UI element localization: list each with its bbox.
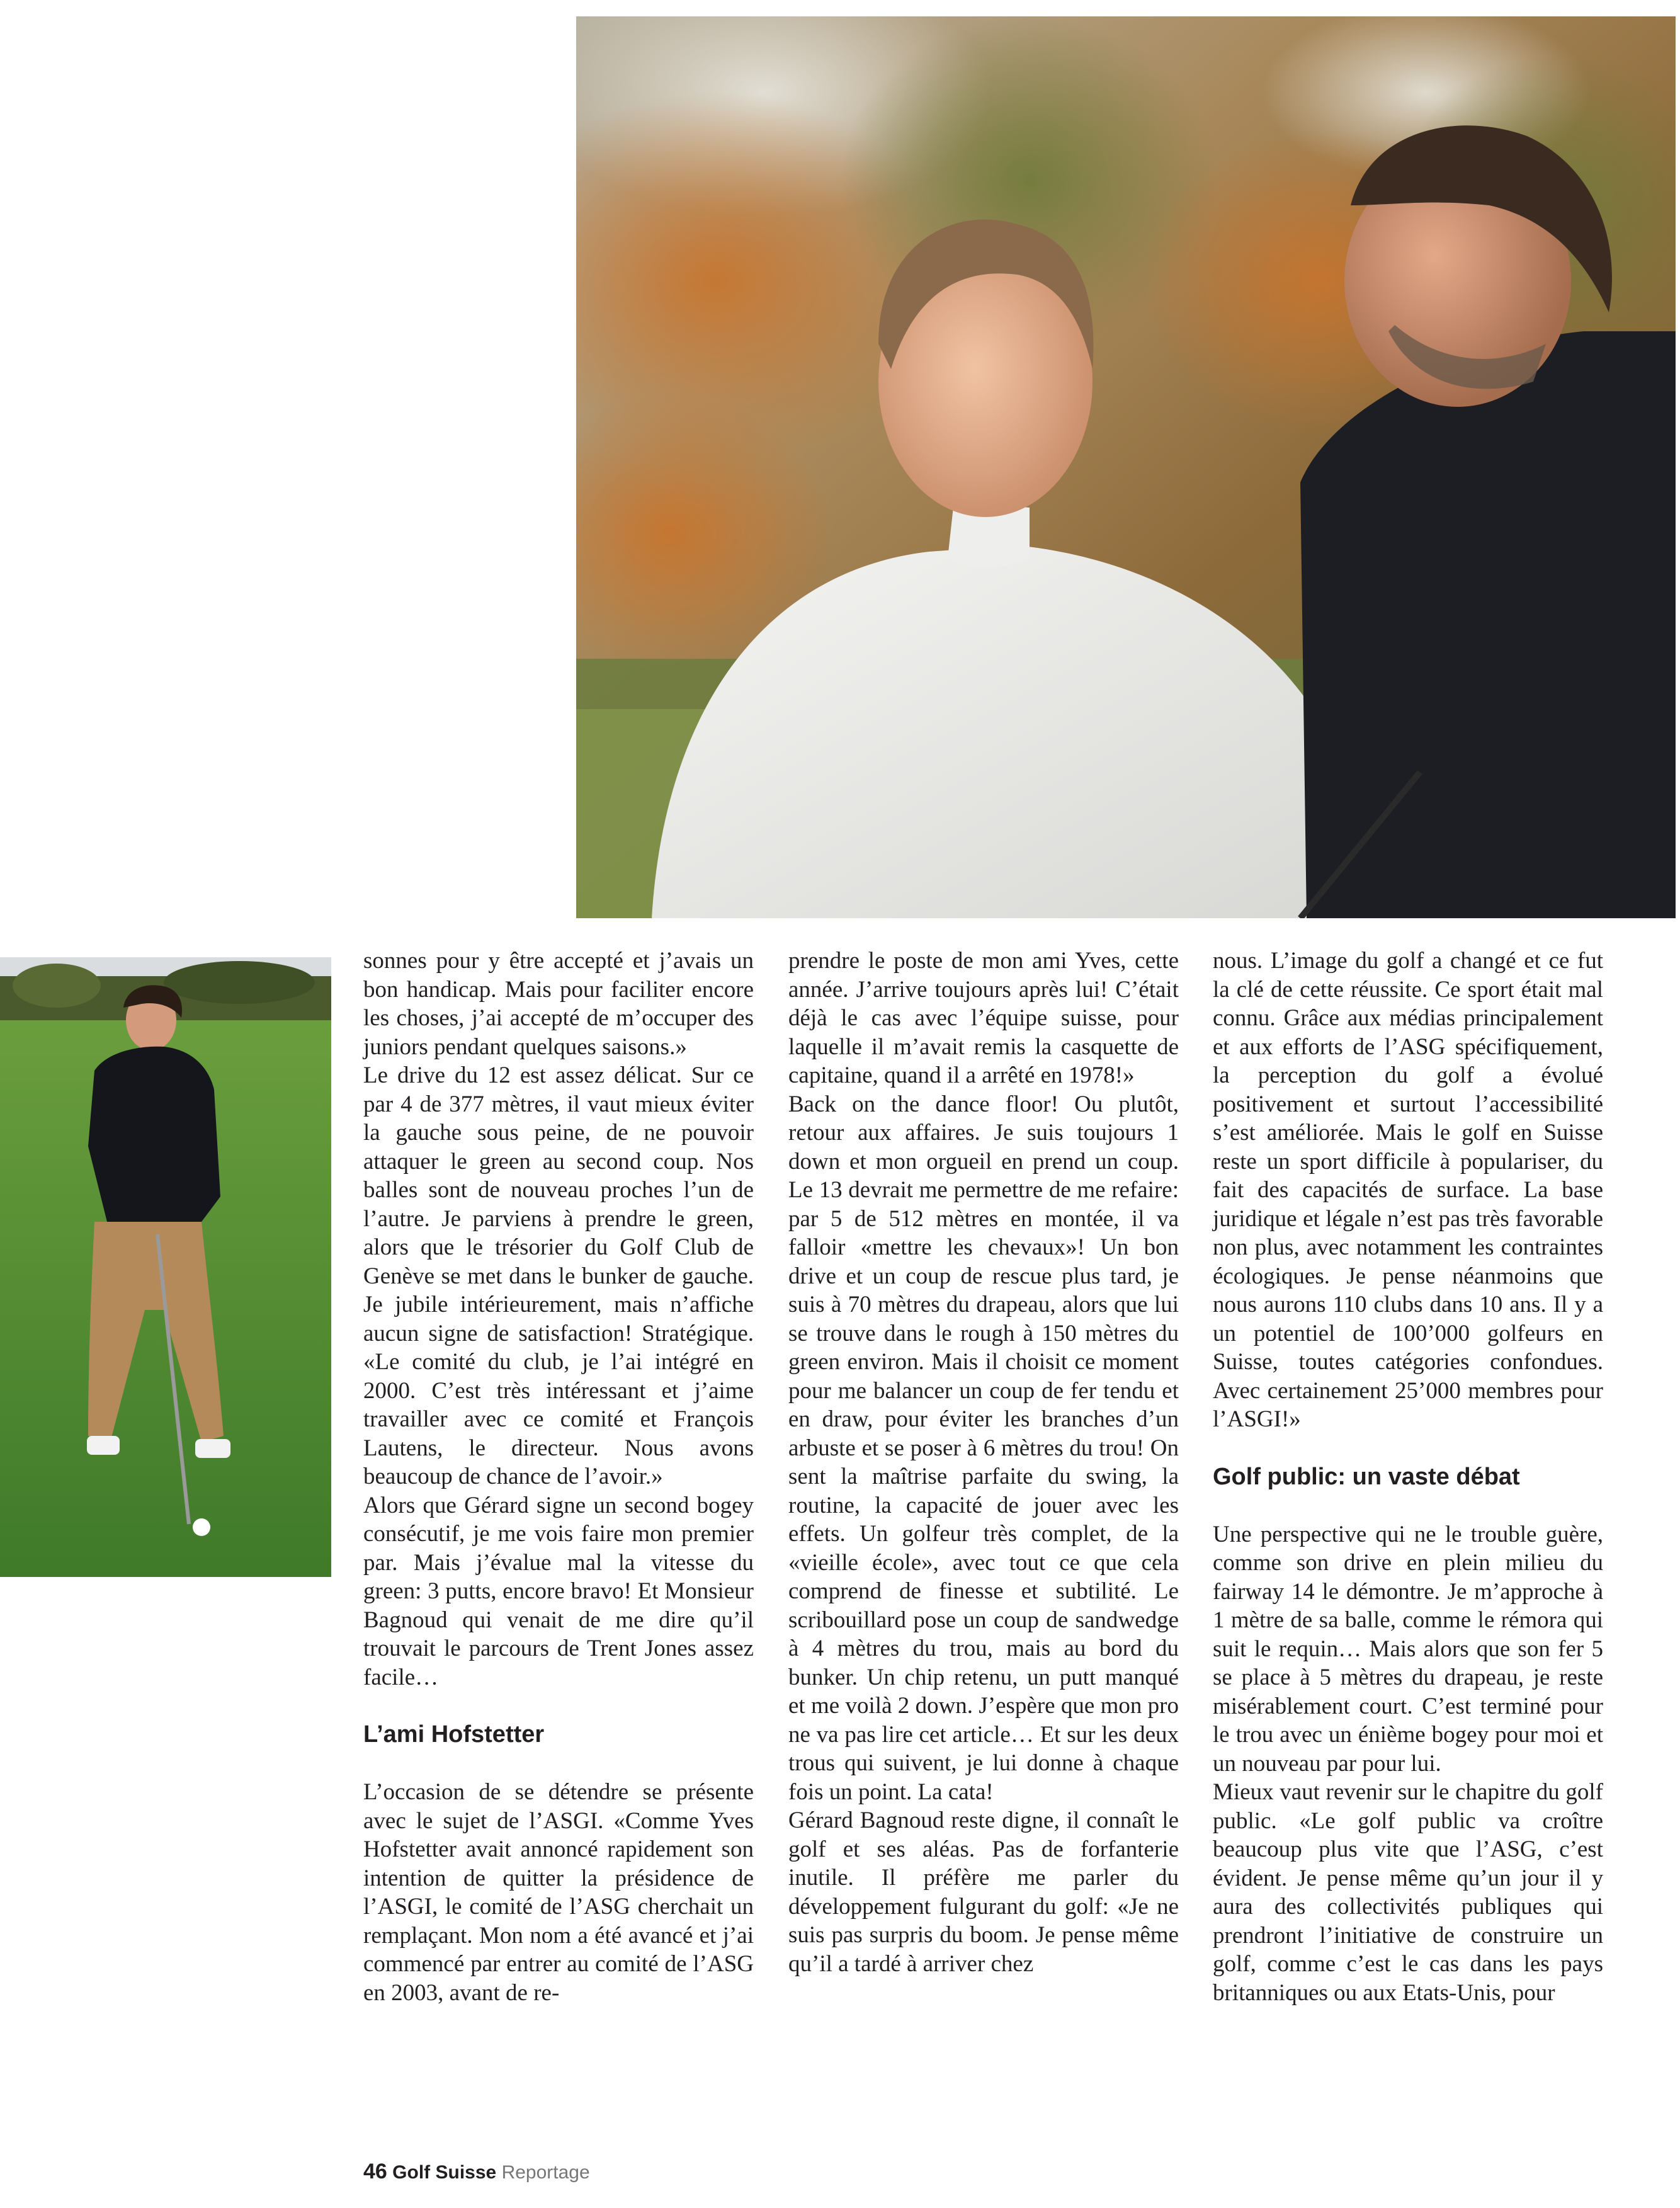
paragraph: Une perspective qui ne le trouble guère, comme son drive en plein milieu du fairway 14 le démontre. Je m’approche à 1 mètre de sa balle, comme le rémora qui suit le requin… Mais alors que son fer 5 se place à 5 mètres du drapeau, je reste misérablement court. C’est terminé pour le trou avec un énième bogey pour moi et un nouveau par pour lui.: [1213, 1521, 1603, 1777]
paragraph: prendre le poste de mon ami Yves, cette année. J’arrive toujours après lui! C’était déjà le cas avec l’équipe suisse, pour laquelle il m’avait remis la casquette de capitaine, quand il a arrêté en 1978!»: [788, 948, 1179, 1088]
page-footer: [363, 2160, 590, 2184]
golfer-addressing-ball-photo: [0, 957, 331, 1577]
paragraph: Mieux vaut revenir sur le chapitre du golf public. «Le golf public va croître beaucoup plus vite que l’ASG, c’est évident. Je pense même qu’un jour il y aura des collectivités publiques qui prendront l’initiative de construire un golf, comme c’est le cas dans les pays britanniques ou aux Etats-Unis, pour: [1213, 1779, 1603, 2006]
paragraph: L’occasion de se détendre se présente avec le sujet de l’ASGI. «Comme Yves Hofstetter avait annoncé rapidement son intention de quitter la présidence de l’ASGI, le comité de l’ASG cherchait un remplaçant. Mon nom a été avancé et j’ai commencé par entrer au comité de l’ASG en 2003, avant de re-: [363, 1779, 754, 2006]
paragraph: sonnes pour y être accepté et j’avais un bon handicap. Mais pour faciliter encore les choses, j’ai accepté de m’occuper des juniors pendant quelques saisons.»: [363, 948, 754, 1060]
paragraph: nous. L’image du golf a changé et ce fut la clé de cette réussite. Ce sport était mal connu. Grâce aux médias principalement et aux efforts de l’ASG spécifiquement, la perception du golf a évolué positivement et surtout l’accessibilité s’est améliorée. Mais le golf en Suisse reste un sport difficile à populariser, du fait des capacités de surface. La base juridique et légale n’est pas très favorable non plus, avec notamment les contraintes écologiques. Je pense néanmoins que nous aurons 110 clubs dans 10 ans. Il y a un potentiel de 100’000 golfeurs en Suisse, toutes catégories confondues. Avec certainement 25’000 membres pour l’ASGI!»: [1213, 948, 1603, 1432]
article-column-3: [1213, 947, 1603, 2007]
two-golfers-photo-art: [576, 16, 1676, 918]
golfer-addressing-ball-photo-art: [0, 957, 331, 1577]
paragraph: Le drive du 12 est assez délicat. Sur ce par 4 de 377 mètres, il vaut mieux éviter la gauche sous peine, de ne pouvoir attaquer le green au second coup. Nos balles sont de nouveau proches l’un de l’autre. Je parviens à prendre le green, alors que le trésorier du Golf Club de Genève se met dans le bunker de gauche. Je jubile intérieurement, mais n’affiche aucun signe de satisfaction! Stratégique. «Le comité du club, je l’ai intégré en 2000. C’est très intéressant et j’aime travailler avec ce comité et François Lautens, le directeur. Nous avons beaucoup de chance de l’avoir.»: [363, 1062, 754, 1489]
paragraph: Back on the dance floor! Ou plutôt, retour aux affaires. Je suis toujours 1 down et mon orgueil en prend un coup. Le 13 devrait me permettre de me refaire: par 5 de 512 mètres en montée, il va falloir «mettre les chevaux»! Un bon drive et un coup de rescue plus tard, je suis à 70 mètres du drapeau, alors que lui se trouve dans le rough à 150 mètres du green environ. Mais il choisit ce moment pour me balancer un coup de fer tendu et en draw, pour éviter les branches d’un arbuste et se poser à 6 mètres du trou! On sent la maîtrise parfaite du swing, la routine, la capacité de jouer avec les effets. Un golfeur très complet, de la «vieille école», avec tout ce que cela comprend de finesse et subtilité. Le scribouillard pose un coup de sandwedge à 4 mètres du trou, mais au bord du bunker. Un chip retenu, un putt manqué et me voilà 2 down. J’espère que mon pro ne va pas lire cet article… Et sur les deux trous qui suivent, je lui donne à chaque fois un point. La cata!: [788, 1091, 1179, 1805]
paragraph: Gérard Bagnoud reste digne, il connaît le golf et ses aléas. Pas de forfanterie inutile. Il préfère me parler du développement fulgurant du golf: «Je ne suis pas surpris du boom. Je pense même qu’il a tardé à arriver chez: [788, 1807, 1179, 1977]
two-golfers-photo: [576, 16, 1676, 918]
section-heading: L’ami Hofstetter: [363, 1721, 545, 1748]
paragraph: Alors que Gérard signe un second bogey consécutif, je me vois faire mon premier par. Mais j’évalue mal la vitesse du green: 3 putts, encore bravo! Et Monsieur Bagnoud qui venait de me dire qu’il trouvait le parcours de Trent Jones assez facile…: [363, 1492, 754, 1690]
article-column-2: [788, 947, 1179, 1978]
magazine-name: Golf Suisse: [392, 2162, 497, 2183]
page-number: 46: [363, 2160, 387, 2183]
article-column-1: [363, 947, 754, 2007]
section-name: Reportage: [501, 2162, 590, 2183]
section-heading: Golf public: un vaste débat: [1213, 1463, 1520, 1490]
